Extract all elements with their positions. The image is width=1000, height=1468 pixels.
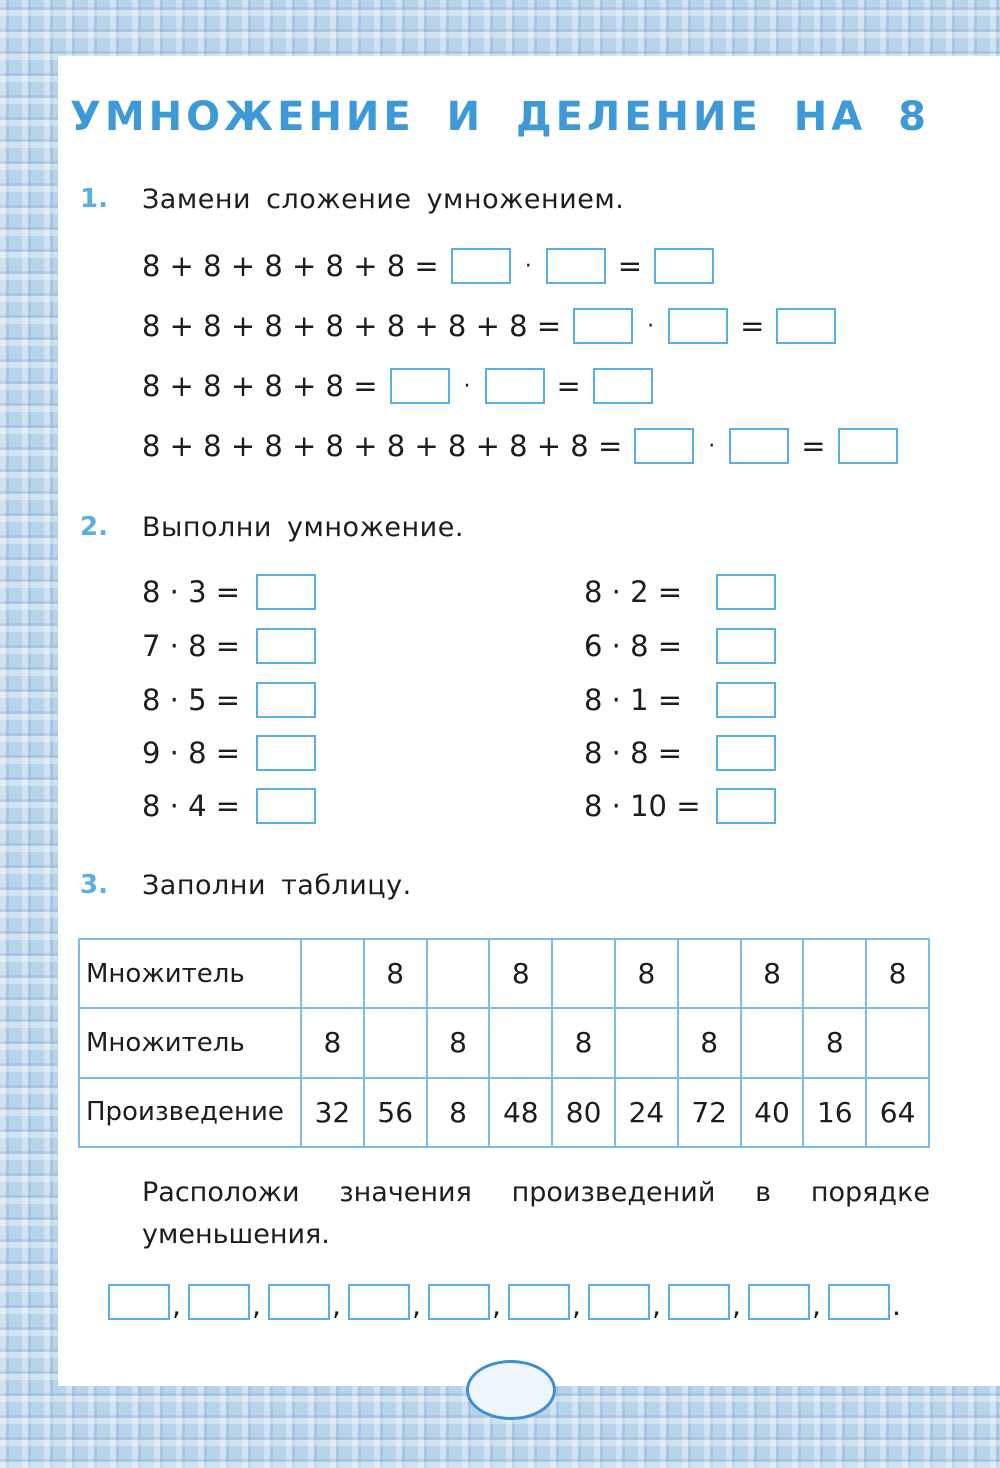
task-2-left-4 [142,733,316,773]
table-cell: 16 [803,1078,866,1147]
table-cell: 8 [615,939,678,1008]
task-2-left-1 [142,572,316,612]
table-cell: 8 [301,1008,364,1077]
ordering-answer-box[interactable] [268,1284,330,1320]
task-1-equation-1 [142,246,714,286]
multiply-dot: · [524,253,532,279]
answer-box-factor-2[interactable] [546,248,606,284]
answer-box-factor-2[interactable] [668,308,728,344]
answer-box-factor-2[interactable] [729,428,789,464]
multiplication-expression: 8 · 8 = [584,736,683,770]
answer-box-product[interactable] [776,308,836,344]
table-cell[interactable] [803,939,866,1008]
task-2-left-2 [142,626,316,666]
table-cell: 8 [427,1008,490,1077]
answer-box-factor-1[interactable] [573,308,633,344]
task-2-instruction: Выполни умножение. [142,512,464,543]
table-cell[interactable] [615,1008,678,1077]
task-1-number: 1. [80,184,108,214]
equation-expression: 8 + 8 + 8 + 8 + 8 + 8 + 8 = [142,309,562,343]
table-cell[interactable] [427,939,490,1008]
table-cell: 8 [803,1008,866,1077]
ordering-answer-box[interactable] [668,1284,730,1320]
answer-box[interactable] [716,788,776,824]
table-cell: 8 [364,939,427,1008]
table-cell: 56 [364,1078,427,1147]
comma: , [412,1289,421,1322]
ordering-answer-box[interactable] [508,1284,570,1320]
table-row-factor-1 [79,939,929,1008]
table-cell: 8 [866,939,929,1008]
answer-box[interactable] [256,682,316,718]
comma: , [492,1289,501,1322]
multiply-dot: · [647,313,655,339]
table-row-product [79,1078,929,1147]
answer-box-factor-2[interactable] [485,368,545,404]
answer-box[interactable] [256,735,316,771]
task-2-right-2 [584,626,776,666]
task-2-number: 2. [80,512,108,542]
multiplication-expression: 8 · 10 = [584,789,701,823]
answer-box[interactable] [716,628,776,664]
multiplication-expression: 8 · 3 = [142,575,241,609]
table-cell: 40 [741,1078,804,1147]
ordering-answer-box[interactable] [428,1284,490,1320]
row-label: Множитель [79,939,301,1008]
multiplication-table [78,938,930,1148]
comma: , [652,1289,661,1322]
task-3-instruction: Заполни таблицу. [142,870,412,901]
equation-expression: 8 + 8 + 8 + 8 + 8 = [142,249,439,283]
answer-box[interactable] [716,574,776,610]
equals-sign: = [556,369,581,403]
ordering-answer-row [108,1280,908,1320]
equation-expression: 8 + 8 + 8 + 8 + 8 + 8 + 8 + 8 = [142,429,623,463]
table-cell[interactable] [489,1008,552,1077]
table-cell: 32 [301,1078,364,1147]
ordering-answer-box[interactable] [828,1284,890,1320]
task-2-left-5 [142,786,316,826]
answer-box-product[interactable] [838,428,898,464]
comma: , [172,1289,181,1322]
period: . [892,1289,901,1322]
ordering-answer-box[interactable] [748,1284,810,1320]
table-cell: 8 [489,939,552,1008]
table-cell: 8 [427,1078,490,1147]
equals-sign: = [801,429,826,463]
answer-box[interactable] [716,735,776,771]
multiplication-expression: 8 · 2 = [584,575,683,609]
page-title: УМНОЖЕНИЕ И ДЕЛЕНИЕ НА 8 [70,94,930,140]
task-1-equation-3 [142,366,653,406]
ordering-answer-box[interactable] [588,1284,650,1320]
task-1-equation-4 [142,426,898,466]
table-cell: 24 [615,1078,678,1147]
answer-box[interactable] [256,628,316,664]
answer-box-product[interactable] [593,368,653,404]
equals-sign: = [740,309,765,343]
ordering-answer-box[interactable] [108,1284,170,1320]
multiply-dot: · [463,373,471,399]
ordering-answer-box[interactable] [348,1284,410,1320]
row-label: Множитель [79,1008,301,1077]
table-cell[interactable] [364,1008,427,1077]
table-cell: 80 [552,1078,615,1147]
answer-box-factor-1[interactable] [634,428,694,464]
equals-sign: = [617,249,643,283]
task-2-left-3 [142,680,316,720]
multiplication-expression: 8 · 5 = [142,683,241,717]
answer-box-factor-1[interactable] [390,368,450,404]
table-cell: 72 [678,1078,741,1147]
multiplication-expression: 9 · 8 = [142,736,241,770]
ordering-instruction: Расположи значения произведений в порядке уменьшения. [142,1177,930,1250]
multiplication-expression: 6 · 8 = [584,629,683,663]
comma: , [812,1289,821,1322]
comma: , [732,1289,741,1322]
task-3-number: 3. [80,870,108,900]
task-2-right-4 [584,733,776,773]
task-1-instruction: Замени сложение умножением. [142,184,625,215]
answer-box[interactable] [256,788,316,824]
task-2-right-5 [584,786,776,826]
task-1-equation-2 [142,306,836,346]
table-cell[interactable] [301,939,364,1008]
table-cell: 8 [552,1008,615,1077]
table-cell: 64 [866,1078,929,1147]
answer-box-product[interactable] [654,248,714,284]
answer-box-factor-1[interactable] [451,248,511,284]
table-cell[interactable] [741,1008,804,1077]
multiply-dot: · [708,433,716,459]
table-cell: 8 [741,939,804,1008]
table-cell[interactable] [552,939,615,1008]
comma: , [572,1289,581,1322]
table-cell: 8 [678,1008,741,1077]
table-cell[interactable] [866,1008,929,1077]
task-2-right-1 [584,572,776,612]
multiplication-expression: 8 · 1 = [584,683,683,717]
answer-box[interactable] [256,574,316,610]
row-label: Произведение [79,1078,301,1147]
table-cell: 48 [489,1078,552,1147]
page-number-oval [466,1360,556,1420]
answer-box[interactable] [716,682,776,718]
multiplication-expression: 7 · 8 = [142,629,241,663]
table-row-factor-2 [79,1008,929,1077]
multiplication-expression: 8 · 4 = [142,789,241,823]
ordering-answer-box[interactable] [188,1284,250,1320]
table-cell[interactable] [678,939,741,1008]
comma: , [252,1289,261,1322]
equation-expression: 8 + 8 + 8 + 8 = [142,369,378,403]
task-2-right-3 [584,680,776,720]
comma: , [332,1289,341,1322]
